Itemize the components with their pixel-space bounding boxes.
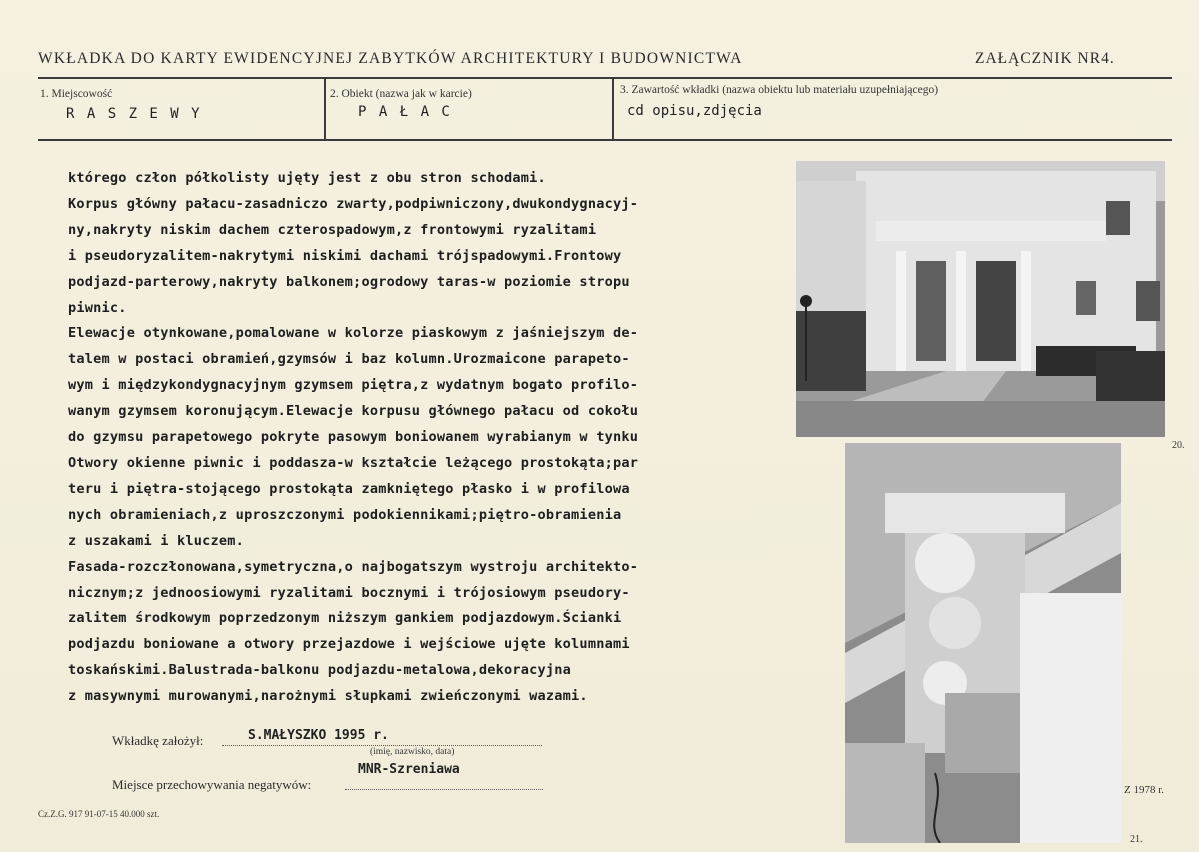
description-line: Otwory okienne piwnic i poddasza-w kształcie leżącego prostokąta;par xyxy=(68,454,639,471)
description-line: teru i piętra-stojącego prostokąta zamkniętego płasko i w profilowa xyxy=(68,480,630,497)
description-line: podjazdu boniowane a otwory przejazdowe i wejściowe ujęte kolumnami xyxy=(68,636,630,653)
field-object-value: P A Ł A C xyxy=(358,104,452,120)
description-line: którego człon półkolisty ujęty jest z obu stron schodami. xyxy=(68,170,546,186)
palace-facade-photo xyxy=(796,161,1165,437)
description-line: wym i międzykondygnacyjnym gzymsem piętra,z wydatnym bogato profilo- xyxy=(68,377,639,394)
author-line xyxy=(222,745,542,746)
print-code: Cz.Z.G. 917 91-07-15 40.000 szt. xyxy=(38,809,160,819)
console-detail-image xyxy=(845,443,1121,843)
header-top-rule xyxy=(38,77,1172,79)
description-line: nych obramieniach,z uproszczonymi podokiennikami;piętro-obramienia xyxy=(68,506,622,523)
document-title: WKŁADKA DO KARTY EWIDENCYJNEJ ZABYTKÓW ARCHITEKTURY I BUDOWNICTWA xyxy=(38,50,743,67)
description-line: wanym gzymsem koronującym.Elewacje korpusu głównego pałacu od cokołu xyxy=(68,403,639,420)
field-divider-1 xyxy=(324,79,326,139)
attachment-number: ZAŁĄCZNIK NR4. xyxy=(975,50,1115,67)
header-bottom-rule xyxy=(38,139,1172,141)
console-detail-photo xyxy=(845,443,1121,843)
author-note: (imię, nazwisko, data) xyxy=(370,747,455,757)
description-line: podjazd-parterowy,nakryty balkonem;ogrodowy taras-w poziomie stropu xyxy=(68,273,630,290)
field-content-value: cd opisu,zdjęcia xyxy=(627,103,762,119)
field-locality-label: 1. Miejscowość xyxy=(40,88,113,100)
description-line: ny,nakryty niskim dachem czterospadowym,z frontowymi ryzalitami xyxy=(68,221,597,238)
description-line: z uszakami i kluczem. xyxy=(68,532,245,549)
description-line: toskańskimi.Balustrada-balkonu podjazdu-metalowa,dekoracyjna xyxy=(68,662,572,679)
field-content-label: 3. Zawartość wkładki (nazwa obiektu lub materiału uzupełniającego) xyxy=(620,84,939,96)
description-line: z masywnymi murowanymi,narożnymi słupkami zwieńczonymi wazami. xyxy=(68,688,588,705)
description-line: do gzymsu parapetowego pokryte pasowym boniowanem wyrabianym w tynku xyxy=(68,429,639,446)
description-line: piwnic. xyxy=(68,299,127,316)
field-locality-value: R A S Z E W Y xyxy=(66,106,202,122)
description-line: Fasada-rozczłonowana,symetryczna,o najbogatszym wystroju architekto- xyxy=(68,558,639,575)
description-text xyxy=(68,166,768,710)
storage-line xyxy=(345,789,543,790)
description-line: i pseudoryzalitem-nakrytymi niskimi dachami trójspadowymi.Frontowy xyxy=(68,247,622,264)
palace-facade-image xyxy=(796,161,1165,437)
photo-number-1: 20. xyxy=(1172,440,1185,451)
description-line: talem w postaci obramień,gzymsów i baz kolumn.Urozmaicone parapeto- xyxy=(68,351,630,368)
author-label: Wkładkę założył: xyxy=(112,733,204,748)
storage-value: MNR-Szreniawa xyxy=(358,762,460,777)
description-line: nicznym;z jednoosiowymi ryzalitami bocznymi i trójosiowym pseudory- xyxy=(68,584,630,601)
description-line: zalitem środkowym poprzedzonym niższym gankiem podjazdowym.Ścianki xyxy=(68,610,622,627)
description-line: Korpus główny pałacu-zasadniczo zwarty,podpiwniczony,dwukondygnacyj- xyxy=(68,195,639,212)
storage-label: Miejsce przechowywania negatywów: xyxy=(112,777,312,792)
field-object-label: 2. Obiekt (nazwa jak w karcie) xyxy=(330,88,472,100)
photo-year-stamp: Z 1978 r. xyxy=(1124,784,1165,796)
author-value: S.MAŁYSZKO 1995 r. xyxy=(248,728,389,743)
description-line: Elewacje otynkowane,pomalowane w kolorze piaskowym z jaśniejszym de- xyxy=(68,325,639,342)
photo-number-2: 21. xyxy=(1130,834,1143,845)
field-divider-2 xyxy=(612,79,614,139)
